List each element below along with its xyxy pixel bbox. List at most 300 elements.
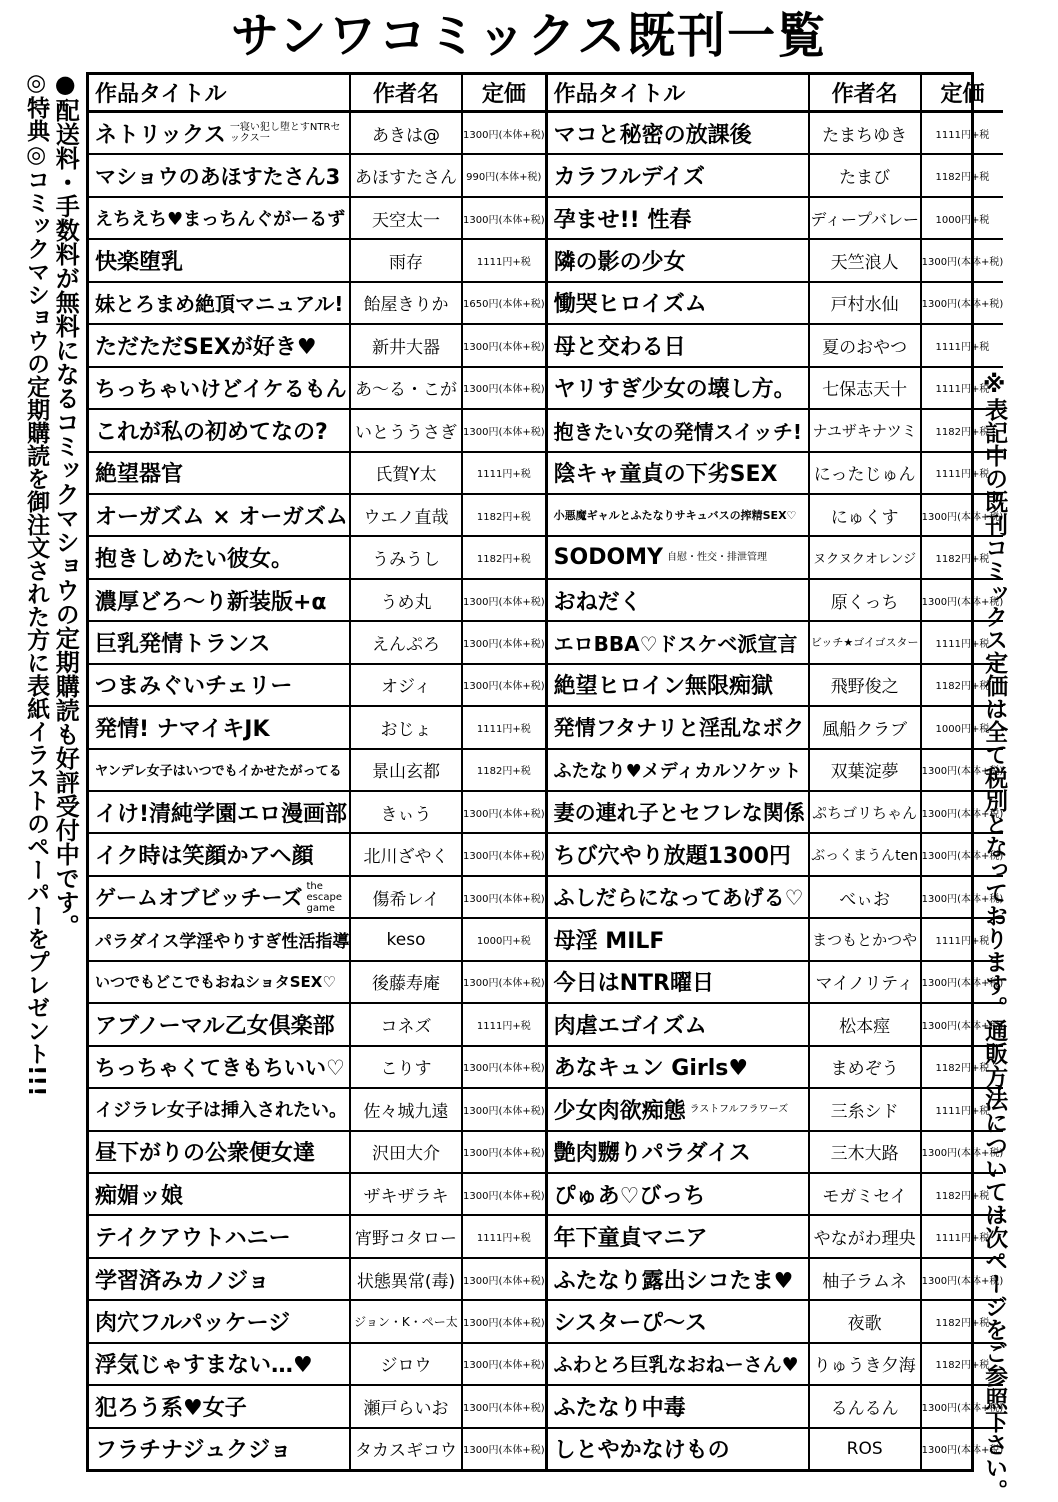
book-title-text: ちっちゃくてきもちいい♡ bbox=[95, 1055, 345, 1080]
book-title-text: 今日はNTR曜日 bbox=[553, 971, 715, 997]
book-price: 1182円+税 bbox=[935, 1190, 990, 1202]
table-row bbox=[548, 453, 1004, 495]
table-row bbox=[548, 537, 1004, 579]
book-title bbox=[548, 1344, 810, 1384]
book-title-text: 発情フタナリと淫乱なボク bbox=[553, 716, 805, 741]
table-row bbox=[89, 198, 545, 240]
book-title bbox=[89, 198, 351, 238]
book-title-text: 肉虐エゴイズム bbox=[553, 1013, 707, 1039]
table-row bbox=[89, 453, 545, 495]
book-title bbox=[548, 1216, 810, 1256]
book-title-text: エロBBA♡ドスケベ派宣言 bbox=[553, 631, 798, 656]
table-row bbox=[548, 792, 1004, 834]
book-author: べぃお bbox=[810, 877, 922, 917]
book-title bbox=[548, 1429, 810, 1469]
book-price: 1111円+税 bbox=[935, 1233, 990, 1245]
book-price: 1182円+税 bbox=[935, 681, 990, 693]
book-title bbox=[89, 707, 351, 747]
book-price: 1300円(本体+税) bbox=[921, 978, 1004, 990]
table-row bbox=[89, 368, 545, 410]
table-row bbox=[89, 1344, 545, 1386]
book-title-text: 絶望ヒロイン無限痴獄 bbox=[553, 674, 773, 700]
book-price: 1300円(本体+税) bbox=[463, 1317, 545, 1329]
book-title bbox=[548, 1089, 810, 1129]
table-row bbox=[548, 750, 1004, 792]
book-author: きぃう bbox=[351, 792, 463, 832]
book-title bbox=[548, 962, 810, 1002]
book-title-text: 学習済みカノジョ bbox=[95, 1268, 270, 1294]
book-author: にったじゅん bbox=[810, 453, 922, 493]
book-price: 990円(本体+税) bbox=[466, 172, 542, 184]
book-title bbox=[89, 1174, 351, 1214]
book-title bbox=[89, 1344, 351, 1384]
book-author: ジョン・K・ペー太 bbox=[351, 1301, 463, 1341]
table-row bbox=[548, 113, 1004, 155]
book-title-text: あなキュン Girls♥ bbox=[553, 1056, 749, 1082]
book-title bbox=[89, 1301, 351, 1341]
table-row bbox=[548, 495, 1004, 537]
book-price: 1300円(本体+税) bbox=[463, 638, 545, 650]
book-price: 1300円(本体+税) bbox=[921, 1445, 1004, 1457]
book-author: 夜歌 bbox=[810, 1301, 922, 1341]
book-title bbox=[548, 750, 810, 790]
book-title bbox=[89, 834, 351, 874]
book-title bbox=[89, 453, 351, 493]
book-price: 1300円(本体+税) bbox=[463, 1445, 545, 1457]
book-title-text: ふたなり露出シコたま♥ bbox=[553, 1268, 794, 1294]
book-title bbox=[89, 877, 351, 917]
book-author: ザキザラキ bbox=[351, 1174, 463, 1214]
book-author: 飛野俊之 bbox=[810, 665, 922, 705]
book-title-text: おねだく bbox=[553, 589, 642, 615]
book-author: りゅうき夕海 bbox=[810, 1344, 922, 1384]
header-author: 作者名 bbox=[810, 75, 922, 110]
book-title bbox=[89, 325, 351, 365]
book-title-text: パラダイス学淫やりすぎ性活指導 bbox=[95, 932, 350, 953]
book-price: 1111円+税 bbox=[935, 469, 990, 481]
book-price: 1300円(本体+税) bbox=[921, 1402, 1004, 1414]
book-title bbox=[89, 1429, 351, 1469]
book-title bbox=[548, 665, 810, 705]
book-title bbox=[89, 240, 351, 280]
table-row bbox=[548, 580, 1004, 622]
book-author: 雨存 bbox=[351, 240, 463, 280]
book-author: マイノリティ bbox=[810, 962, 922, 1002]
book-price: 1111円+税 bbox=[935, 129, 990, 141]
table-header bbox=[89, 75, 545, 113]
book-title bbox=[89, 368, 351, 408]
book-title-text: イジラレ女子は挿入されたい。 bbox=[95, 1100, 347, 1122]
book-price: 1300円(本体+税) bbox=[463, 426, 545, 438]
book-title bbox=[548, 495, 810, 535]
book-title bbox=[89, 1259, 351, 1299]
book-title-text: フラチナジュクジョ bbox=[95, 1438, 292, 1464]
book-title-text: いつでもどこでもおねショタSEX♡ bbox=[95, 973, 336, 992]
book-author: ディープバレー bbox=[810, 198, 922, 238]
book-price: 1182円+税 bbox=[476, 511, 531, 523]
book-price: 1182円+税 bbox=[476, 766, 531, 778]
book-price: 1300円(本体+税) bbox=[921, 808, 1004, 820]
table-row bbox=[89, 283, 545, 325]
book-title-text: カラフルデイズ bbox=[553, 165, 706, 191]
book-price: 1300円(本体+税) bbox=[463, 893, 545, 905]
book-author: 氏賀Y太 bbox=[351, 453, 463, 493]
book-title-text: 巨乳発情トランス bbox=[95, 631, 271, 657]
book-author: 沢田大介 bbox=[351, 1132, 463, 1172]
table-row bbox=[548, 1004, 1004, 1046]
book-author: 原くっち bbox=[810, 580, 922, 620]
book-price: 1000円+税 bbox=[935, 214, 990, 226]
book-title-text: しとやかなけもの bbox=[553, 1438, 730, 1464]
book-author: うめ丸 bbox=[351, 580, 463, 620]
book-title bbox=[548, 834, 810, 874]
book-title bbox=[548, 453, 810, 493]
book-title bbox=[548, 410, 810, 450]
book-price: 1300円(本体+税) bbox=[463, 1063, 545, 1075]
book-title-text: ふしだらになってあげる♡ bbox=[553, 886, 804, 911]
table-row bbox=[548, 1259, 1004, 1301]
book-author: るんるん bbox=[810, 1386, 922, 1426]
book-author: 松本痙 bbox=[810, 1004, 922, 1044]
book-author: 三糸シド bbox=[810, 1089, 922, 1129]
book-author: 夏のおやつ bbox=[810, 325, 922, 365]
book-price: 1300円(本体+税) bbox=[463, 214, 545, 226]
book-price: 1000円+税 bbox=[476, 936, 531, 948]
table-row bbox=[89, 1047, 545, 1089]
book-title bbox=[548, 877, 810, 917]
left-notice-bonus: ◎特典◎コミックマショウの定期購読を御注文された方に表紙イラストのペーパーをプレゼント!!! bbox=[23, 70, 50, 1097]
book-title-text: ふたなり中毒 bbox=[553, 1395, 686, 1421]
book-title-text: 妹とろまめ絶頂マニュアル! bbox=[95, 292, 344, 317]
book-title bbox=[89, 537, 351, 577]
book-price: 1182円+税 bbox=[935, 426, 990, 438]
book-title-text: アブノーマル乙女倶楽部 bbox=[95, 1013, 335, 1039]
table-row bbox=[548, 1386, 1004, 1428]
book-price: 1111円+税 bbox=[476, 723, 531, 735]
table-row bbox=[89, 1429, 545, 1469]
book-title bbox=[548, 580, 810, 620]
book-price: 1300円(本体+税) bbox=[463, 1190, 545, 1202]
book-price: 1300円(本体+税) bbox=[463, 978, 545, 990]
table-row bbox=[548, 707, 1004, 749]
book-price: 1300円(本体+税) bbox=[463, 1402, 545, 1414]
book-title bbox=[89, 410, 351, 450]
book-title bbox=[548, 198, 810, 238]
book-title-text: 濃厚どろ～り新装版+α bbox=[95, 589, 327, 615]
book-price: 1111円+税 bbox=[476, 469, 531, 481]
table-row bbox=[89, 537, 545, 579]
book-title-text: SODOMY bbox=[553, 545, 663, 571]
book-author: 風船クラブ bbox=[810, 707, 922, 747]
book-author: にゅくす bbox=[810, 495, 922, 535]
book-author: 三木大路 bbox=[810, 1132, 922, 1172]
book-title-text: 犯ろう系♥女子 bbox=[95, 1395, 247, 1421]
table-row bbox=[89, 919, 545, 961]
book-title bbox=[548, 537, 810, 577]
book-title bbox=[89, 622, 351, 662]
book-title-text: ちび穴やり放題1300円 bbox=[553, 844, 791, 870]
book-title bbox=[89, 1004, 351, 1044]
book-author: いとううさぎ bbox=[351, 410, 463, 450]
book-price: 1182円+税 bbox=[476, 554, 531, 566]
book-price: 1111円+税 bbox=[476, 1020, 531, 1032]
book-title-text: ただただSEXが好き♥ bbox=[95, 334, 317, 360]
table-row bbox=[548, 919, 1004, 961]
right-notice-tax: ※表記中の既刊コミックス定価は全て税別となっております。通販方法については次ページをご参照下さい。 bbox=[981, 372, 1008, 1502]
book-title bbox=[89, 792, 351, 832]
table-row bbox=[89, 580, 545, 622]
table-row bbox=[89, 325, 545, 367]
book-author: 飴屋きりか bbox=[351, 283, 463, 323]
book-author: えんぷろ bbox=[351, 622, 463, 662]
book-price: 1300円(本体+税) bbox=[463, 129, 545, 141]
book-title bbox=[548, 622, 810, 662]
book-title bbox=[548, 1301, 810, 1341]
book-title-text: ネトリックス bbox=[95, 122, 226, 148]
book-author: ビッチ★ゴイゴスター bbox=[810, 622, 922, 662]
book-title-text: マショウのあほすたさん3 bbox=[95, 164, 341, 189]
table-row bbox=[548, 1047, 1004, 1089]
book-title-text: これが私の初めてなの? bbox=[95, 419, 328, 445]
book-author: まつもとかつや bbox=[810, 919, 922, 959]
book-title-text: 肉穴フルパッケージ bbox=[95, 1310, 291, 1336]
book-price: 1300円(本体+税) bbox=[463, 1275, 545, 1287]
book-title-text: 艶肉嬲りパラダイス bbox=[553, 1141, 751, 1167]
book-price: 1182円+税 bbox=[935, 1317, 990, 1329]
table-row bbox=[89, 665, 545, 707]
book-price: 1300円(本体+税) bbox=[921, 511, 1004, 523]
book-author: 新井大器 bbox=[351, 325, 463, 365]
table-row bbox=[548, 622, 1004, 664]
book-title-text: ぴゅあ♡びっち bbox=[553, 1183, 706, 1209]
book-title bbox=[89, 155, 351, 195]
book-title-text: イク時は笑顔かアヘ顔 bbox=[95, 844, 314, 870]
table-row bbox=[548, 368, 1004, 410]
book-author: ヌクヌクオレンジ bbox=[810, 537, 922, 577]
book-price: 1300円(本体+税) bbox=[463, 808, 545, 820]
book-subtitle: ラストフルフラワーズ bbox=[689, 1103, 789, 1115]
book-title bbox=[548, 155, 810, 195]
table-row bbox=[89, 410, 545, 452]
table-row bbox=[89, 1259, 545, 1301]
book-author: タカスギコウ bbox=[351, 1429, 463, 1469]
table-row bbox=[548, 1301, 1004, 1343]
table-row bbox=[548, 1216, 1004, 1258]
table-row bbox=[548, 1089, 1004, 1131]
book-price: 1111円+税 bbox=[476, 257, 531, 269]
table-row bbox=[89, 1089, 545, 1131]
book-author: 佐々城九遠 bbox=[351, 1089, 463, 1129]
book-author: 天竺浪人 bbox=[810, 240, 922, 280]
book-title-text: 抱きたい女の発情スイッチ! bbox=[553, 419, 802, 444]
book-title-text: 少女肉欲痴態 bbox=[553, 1098, 686, 1124]
table-row bbox=[89, 1132, 545, 1174]
book-author: オジィ bbox=[351, 665, 463, 705]
book-subtitle: 自慰・性交・排泄管理 bbox=[666, 552, 767, 564]
page-title: サンワコミックス既刊一覧 bbox=[230, 8, 828, 64]
book-title bbox=[548, 1004, 810, 1044]
book-title bbox=[89, 1089, 351, 1129]
book-title bbox=[548, 368, 810, 408]
book-author: コネズ bbox=[351, 1004, 463, 1044]
book-title bbox=[89, 1216, 351, 1256]
book-title-text: 抱きしめたい彼女。 bbox=[95, 547, 294, 573]
book-title-text: テイクアウトハニー bbox=[95, 1226, 291, 1252]
book-title-text: イけ!清純学園エロ漫画部 bbox=[95, 801, 348, 827]
book-price: 1300円(本体+税) bbox=[463, 1105, 545, 1117]
book-title-text: 孕ませ!! 性春 bbox=[553, 207, 692, 233]
table-header bbox=[548, 75, 1004, 113]
book-price: 1300円(本体+税) bbox=[921, 766, 1004, 778]
book-price: 1111円+税 bbox=[935, 1105, 990, 1117]
table-row bbox=[89, 1174, 545, 1216]
book-price: 1111円+税 bbox=[935, 341, 990, 353]
book-author: 瀬戸らいお bbox=[351, 1386, 463, 1426]
book-title bbox=[548, 1047, 810, 1087]
book-title-text: 慟哭ヒロイズム bbox=[553, 292, 707, 318]
book-price: 1300円(本体+税) bbox=[921, 851, 1004, 863]
table-row bbox=[548, 1132, 1004, 1174]
table-row bbox=[548, 962, 1004, 1004]
book-price: 1300円(本体+税) bbox=[921, 596, 1004, 608]
book-subtitle: 一寝い犯し堕とすNTRセックス一 bbox=[229, 122, 341, 145]
book-price: 1300円(本体+税) bbox=[921, 299, 1004, 311]
book-author: ナユザキナツミ bbox=[810, 410, 922, 450]
book-title-text: えちえち♥まっちんぐがーるず bbox=[95, 209, 346, 231]
table-row bbox=[89, 834, 545, 876]
book-title bbox=[548, 325, 810, 365]
book-title-text: 小悪魔ギャルとふたなりサキュバスの搾精SEX♡ bbox=[553, 509, 797, 523]
book-title-text: 妻の連れ子とセフレな関係 bbox=[553, 801, 805, 826]
book-author: こりす bbox=[351, 1047, 463, 1087]
book-author: モガミセイ bbox=[810, 1174, 922, 1214]
book-subtitle: the escape game bbox=[306, 880, 342, 914]
book-price: 1182円+税 bbox=[935, 1063, 990, 1075]
book-author: うみうし bbox=[351, 537, 463, 577]
book-title-text: ちっちゃいけどイケるもん bbox=[95, 376, 347, 401]
table-row bbox=[548, 834, 1004, 876]
book-price: 1000円+税 bbox=[935, 723, 990, 735]
book-title bbox=[89, 1047, 351, 1087]
table-row bbox=[548, 155, 1004, 197]
table-row bbox=[548, 1174, 1004, 1216]
table-row bbox=[89, 792, 545, 834]
book-price: 1300円(本体+税) bbox=[921, 1020, 1004, 1032]
book-author: 柚子ラムネ bbox=[810, 1259, 922, 1299]
left-notice-subscription: ●配送料・手数料が無料になるコミックマショウの定期購読も好評受付中です。 bbox=[51, 70, 80, 938]
book-author: 天空太一 bbox=[351, 198, 463, 238]
table-row bbox=[89, 622, 545, 664]
header-title: 作品タイトル bbox=[548, 75, 810, 110]
book-author: 宵野コタロー bbox=[351, 1216, 463, 1256]
book-price: 1182円+税 bbox=[935, 1360, 990, 1372]
header-price: 定価 bbox=[940, 82, 985, 107]
book-price: 1300円(本体+税) bbox=[463, 596, 545, 608]
book-title bbox=[548, 1132, 810, 1172]
book-title bbox=[89, 580, 351, 620]
table-row bbox=[548, 1429, 1004, 1469]
book-author: 双葉淀夢 bbox=[810, 750, 922, 790]
table-row bbox=[89, 962, 545, 1004]
book-price: 1300円(本体+税) bbox=[921, 1275, 1004, 1287]
book-title-text: 年下童貞マニア bbox=[553, 1226, 708, 1252]
table-row bbox=[548, 665, 1004, 707]
book-price: 1300円(本体+税) bbox=[463, 1148, 545, 1160]
book-author: ぶっくまうんten bbox=[810, 834, 922, 874]
book-author: 景山玄都 bbox=[351, 750, 463, 790]
book-title-text: シスターぴ～ス bbox=[553, 1310, 707, 1336]
book-author: あきは@ bbox=[351, 113, 463, 153]
book-price: 1650円(本体+税) bbox=[463, 299, 545, 311]
book-title bbox=[548, 919, 810, 959]
book-author: 北川ざやく bbox=[351, 834, 463, 874]
book-author: おじょ bbox=[351, 707, 463, 747]
book-author: ジロウ bbox=[351, 1344, 463, 1384]
book-title bbox=[548, 1174, 810, 1214]
header-author: 作者名 bbox=[351, 75, 463, 110]
book-price: 1300円(本体+税) bbox=[463, 851, 545, 863]
book-title bbox=[89, 1386, 351, 1426]
table-row bbox=[548, 1344, 1004, 1386]
book-author: ROS bbox=[810, 1429, 922, 1469]
book-price: 1300円(本体+税) bbox=[463, 1360, 545, 1372]
book-author: keso bbox=[351, 919, 463, 959]
book-author: 後藤寿庵 bbox=[351, 962, 463, 1002]
book-author: 状態異常(毒) bbox=[351, 1259, 463, 1299]
book-title bbox=[89, 113, 351, 153]
table-row bbox=[548, 240, 1004, 282]
book-author: ぷちゴリちゃん bbox=[810, 792, 922, 832]
table-row bbox=[89, 495, 545, 537]
book-title bbox=[89, 665, 351, 705]
book-title bbox=[89, 1132, 351, 1172]
table-row bbox=[89, 1216, 545, 1258]
book-author: 傷希レイ bbox=[351, 877, 463, 917]
table-row bbox=[89, 155, 545, 197]
book-title bbox=[89, 750, 351, 790]
catalog-left-column bbox=[89, 75, 548, 1469]
table-row bbox=[89, 240, 545, 282]
book-author: あ～る・こが bbox=[351, 368, 463, 408]
table-row bbox=[548, 198, 1004, 240]
book-title-text: ゲームオブビッチーズ bbox=[95, 886, 303, 911]
book-title-text: 陰キャ童貞の下劣SEX bbox=[553, 462, 778, 488]
table-row bbox=[89, 877, 545, 919]
book-title bbox=[89, 495, 351, 535]
book-price: 1300円(本体+税) bbox=[921, 1148, 1004, 1160]
book-title bbox=[89, 283, 351, 323]
book-title bbox=[548, 113, 810, 153]
book-title-text: オーガズム × オーガズム bbox=[95, 504, 348, 530]
book-title bbox=[89, 962, 351, 1002]
book-title bbox=[548, 1259, 810, 1299]
book-title bbox=[548, 707, 810, 747]
book-price: 1300円(本体+税) bbox=[463, 341, 545, 353]
table-row bbox=[548, 283, 1004, 325]
book-title-text: つまみぐいチェリー bbox=[95, 674, 293, 700]
book-author: あほすたさん bbox=[351, 155, 463, 195]
table-row bbox=[89, 707, 545, 749]
book-price: 1182円+税 bbox=[935, 172, 990, 184]
table-row bbox=[89, 113, 545, 155]
book-price: 1111円+税 bbox=[476, 1233, 531, 1245]
book-price: 1111円+税 bbox=[935, 936, 990, 948]
book-author: たまび bbox=[810, 155, 922, 195]
book-price: 1300円(本体+税) bbox=[463, 384, 545, 396]
book-author: たまちゆき bbox=[810, 113, 922, 153]
book-title-text: 発情! ナマイキJK bbox=[95, 716, 270, 742]
book-price: 1300円(本体+税) bbox=[921, 257, 1004, 269]
